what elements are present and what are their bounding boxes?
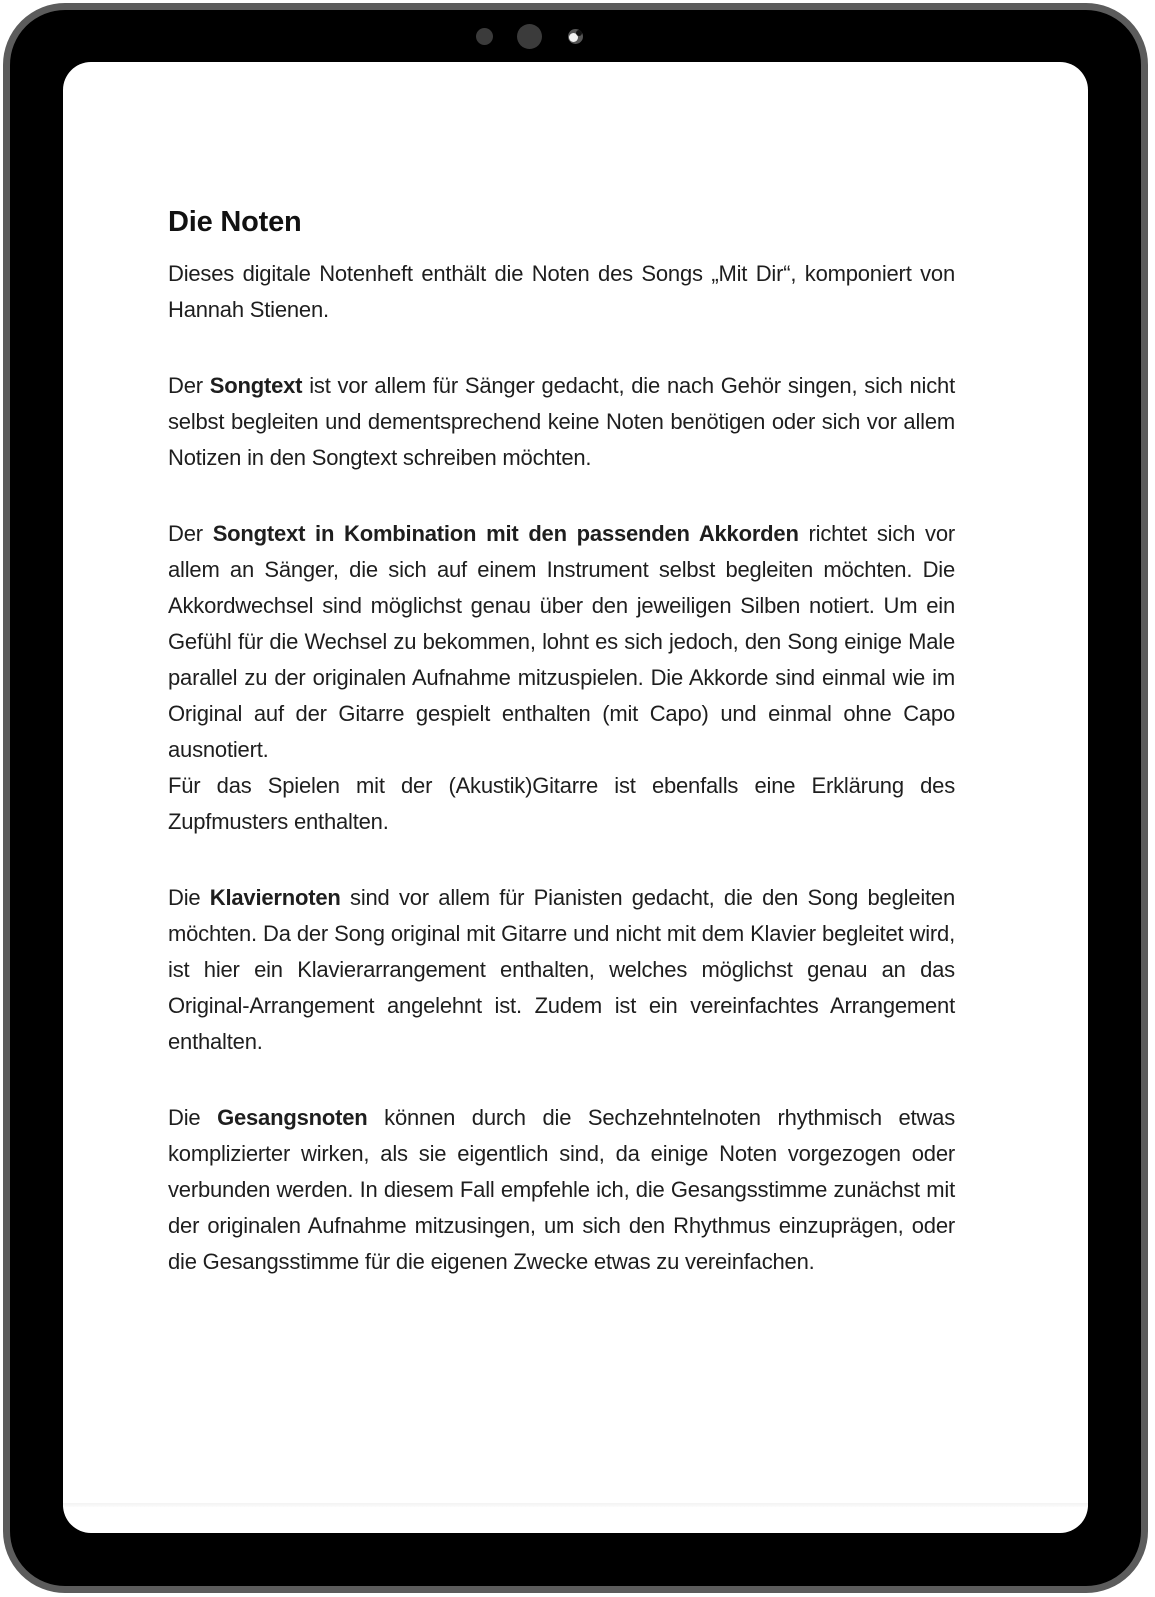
bold-term-songtext: Songtext	[209, 373, 303, 398]
bold-term-gesangsnoten: Gesangsnoten	[217, 1105, 368, 1130]
bold-term-songtext-akkorde: Songtext in Kombination mit den passenden Akkorden	[212, 521, 799, 546]
paragraph-intro	[168, 256, 955, 328]
paragraph-block: Für das Spielen mit der (Akustik)Gitarre ist ebenfalls eine Erklärung des Zupfmusters enthalten.	[168, 773, 955, 834]
paragraph-block	[168, 516, 955, 768]
paragraph-text: Dieses digitale Notenheft enthält die Noten des Songs „Mit Dir“, komponiert von Hannah Stienen.	[168, 261, 955, 322]
paragraph-songtext-akkorde	[168, 516, 955, 840]
paragraph-klaviernoten	[168, 880, 955, 1060]
camera-lens-icon	[568, 29, 583, 44]
paragraph-text: sind vor allem für Pianisten gedacht, die den Song begleiten möchten. Da der Song original mit Gitarre und nicht mit dem Klavier begleitet wird, ist hier ein Klavierarrangement enthalten, welches möglichst genau an das Original-Arrangement angelehnt ist. Zudem ist ein vereinfachtes Arrangement enthalten.	[168, 885, 955, 1054]
paragraph-text: Der	[168, 521, 213, 546]
bold-term-klaviernoten: Klaviernoten	[209, 885, 341, 910]
page-boundary-shadow	[63, 1503, 1088, 1507]
camera-dot-icon	[517, 24, 542, 49]
paragraph-text: können durch die Sechzehntelnoten rhythmisch etwas komplizierter wirken, als sie eigentlich sind, da einige Noten vorgezogen oder verbunden werden. In diesem Fall empfehle ich, die Gesangsstimme zunächst mit der originalen Aufnahme mitzusingen, um sich den Rhythmus einzuprägen, oder die Gesangsstimme für die eigenen Zwecke etwas zu vereinfachen.	[168, 1105, 955, 1274]
document-page[interactable]	[63, 62, 1088, 1533]
paragraph-text: ist vor allem für Sänger gedacht, die nach Gehör singen, sich nicht selbst begleiten und dementsprechend keine Noten benötigen oder sich vor allem Notizen in den Songtext schreiben möchten.	[168, 373, 955, 470]
paragraph-text: Die	[168, 1105, 218, 1130]
document-content	[63, 62, 1088, 1533]
camera-dot-icon	[476, 28, 493, 45]
paragraph-gesangsnoten	[168, 1100, 955, 1280]
paragraph-songtext	[168, 368, 955, 476]
paragraph-text: richtet sich vor allem an Sänger, die sich auf einem Instrument selbst begleiten möchten. Die Akkordwechsel sind möglichst genau über den jeweiligen Silben notiert. Um ein Gefühl für die Wechsel zu bekommen, lohnt es sich jedoch, den Song einige Male parallel zu der originalen Aufnahme mitzuspielen. Die Akkorde sind einmal wie im Original auf der Gitarre gespielt enthalten (mit Capo) und einmal ohne Capo ausnotiert.	[168, 521, 956, 762]
page-title: Die Noten	[168, 206, 302, 238]
tablet-frame	[3, 3, 1148, 1593]
camera-lens-pupil	[576, 30, 582, 36]
paragraph-text: Der	[168, 373, 210, 398]
paragraph-text: Die	[168, 885, 210, 910]
